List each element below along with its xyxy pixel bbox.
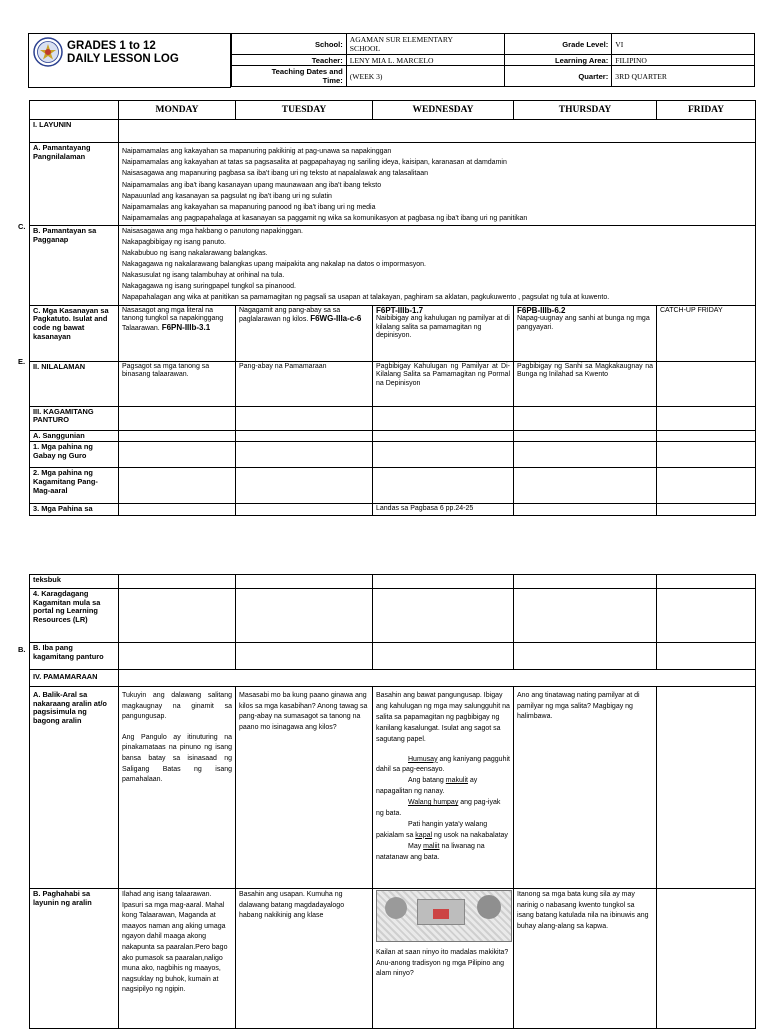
cell xyxy=(514,643,657,670)
deped-seal-icon xyxy=(33,37,63,67)
balik-aral-wednesday-intro: Basahin ang bawat pangungusap. Ibigay ang kahulugan ng mga may salungguhit na salita sa papamagitan ng pagbibigay ng kanilang kasalungat. Isulat ang sagot sa sagutang papel. xyxy=(376,692,510,743)
cell xyxy=(657,504,756,516)
area-value: FILIPINO xyxy=(612,55,755,66)
cell xyxy=(119,504,236,516)
content-line: Napauunlad ang kasanayan sa pagsulat ng iba't ibang uri ng sulatin xyxy=(122,192,332,200)
cell xyxy=(373,430,514,442)
section-layunin: I. LAYUNIN xyxy=(30,120,119,143)
tradition-illustration xyxy=(376,890,512,942)
pamantayang-pangnilalaman-content xyxy=(119,143,756,226)
kasanayan-tuesday xyxy=(236,305,373,361)
content-line: Napapahalagan ang wika at panitikan sa pamamagitan ng pagsali sa usapan at talakayan, paghiram sa aklatan, pagkukuwento , pagsulat ng tula at kuwento. xyxy=(122,293,610,301)
cell xyxy=(514,589,657,643)
paghahabi-friday xyxy=(657,889,756,1029)
kasanayan-monday-code: F6PN-IIIb-3.1 xyxy=(161,322,211,332)
content-line: Nakagagawa ng nakalarawang balangkas upang maipakita ang nakalap na datos o impormasyon. xyxy=(122,261,426,269)
kasanayan-wednesday-code: F6PT-IIIb-1.7 xyxy=(376,305,424,315)
cell xyxy=(373,442,514,468)
header-info-table xyxy=(231,33,755,87)
cell xyxy=(236,430,373,442)
balik-aral-monday-text-1: Tukuyin ang dalawang salitang magkaugnay na ginamit sa pangungusap. xyxy=(122,692,232,721)
grade-value: VI xyxy=(612,34,755,55)
cell xyxy=(373,643,514,670)
dates-label xyxy=(232,66,347,87)
dates-label-line-2: Time: xyxy=(322,76,343,85)
cell xyxy=(373,406,514,430)
teksbuk-wednesday: Landas sa Pagbasa 6 pp.24-25 xyxy=(373,504,514,516)
label-kagamitang-pang-mag-aaral: 2. Mga pahina ng Kagamitang Pang-Mag-aaral xyxy=(30,468,119,504)
quarter-label: Quarter: xyxy=(505,66,612,87)
title-line-2: DAILY LESSON LOG xyxy=(67,53,179,65)
cell xyxy=(514,504,657,516)
day-header-monday: MONDAY xyxy=(119,101,236,120)
label-mga-pahina-sa: 3. Mga Pahina sa xyxy=(30,504,119,516)
pamamaraan-blank xyxy=(119,670,756,687)
cell xyxy=(236,406,373,430)
cell xyxy=(657,575,756,589)
content-line: Nakasusulat ng isang talambuhay at orihinal na tula. xyxy=(122,272,285,280)
paghahabi-wednesday xyxy=(373,889,514,1029)
school-value-line-2: SCHOOL xyxy=(349,44,381,53)
content-line: Naipamamalas ang kakayahan sa mapanuring panood ng iba't ibang uri ng media xyxy=(122,204,376,212)
sentence-text: na liwanag na natatanaw ang bata. xyxy=(376,842,485,861)
area-label: Learning Area: xyxy=(505,55,612,66)
kasanayan-tuesday-text: Nagagamit ang pang-abay sa sa paglalarawan ng kilos. xyxy=(239,306,341,324)
underlined-word: Humusay xyxy=(408,755,438,763)
label-iba-pang-kagamitan: B. Iba pang kagamitang panturo xyxy=(30,643,119,670)
content-line: Naisasagawa ang mapanuring pagbasa sa iba't ibang uri ng teksto at napalalawak ang talasalitaan xyxy=(122,170,429,178)
underlined-word: maliit xyxy=(423,842,440,850)
label-teksbuk: teksbuk xyxy=(30,575,119,589)
cell xyxy=(657,643,756,670)
paghahabi-wednesday-question: Kailan at saan ninyo ito madalas makikita? Anu-anong tradisyon ng mga Pilipino ang alam ninyo? xyxy=(376,949,509,978)
cell xyxy=(657,442,756,468)
cell xyxy=(657,430,756,442)
label-sanggunian: A. Sanggunian xyxy=(30,430,119,442)
title-line-1: GRADES 1 to 12 xyxy=(67,40,156,52)
day-header-friday: FRIDAY xyxy=(657,101,756,120)
label-balik-aral: A. Balik-Aral sa nakaraang aralin at/o pagsisimula ng bagong aralin xyxy=(30,687,119,889)
cell xyxy=(373,589,514,643)
cell xyxy=(236,643,373,670)
day-header-wednesday: WEDNESDAY xyxy=(373,101,514,120)
cell xyxy=(657,468,756,504)
balik-aral-tuesday: Masasabi mo ba kung paano ginawa ang kilos sa mga kasabihan? Anong tawag sa pang-abay na sumasagot sa tanong na paano mo isinagawa ang kilos? xyxy=(236,687,373,889)
cell xyxy=(236,442,373,468)
nilalaman-thursday: Pagbibigay ng Sanhi sa Magkakaugnay na Bunga ng Inilahad sa Kwento xyxy=(514,361,657,406)
label-gabay-ng-guro: 1. Mga pahina ng Gabay ng Guro xyxy=(30,442,119,468)
label-pamantayang-pangnilalaman: A. Pamantayang Pangnilalaman xyxy=(30,143,119,226)
sentence-3 xyxy=(376,798,510,820)
banner-shape xyxy=(433,909,449,919)
cell xyxy=(236,575,373,589)
cell xyxy=(119,430,236,442)
section-pamamaraan: IV. PAMAMARAAN xyxy=(30,670,119,687)
kasanayan-thursday xyxy=(514,305,657,361)
teacher-value: LENY MIA L. MARCELO xyxy=(346,55,505,66)
content-line: Nakapagbibigay ng isang panuto. xyxy=(122,239,226,247)
balik-aral-monday-text-2: Ang Pangulo ay itinuturing na pinakamataas na pinuno ng isang bansa batay sa isinasaad ng Saligang Batas ng isang pamahalaan. xyxy=(122,733,232,784)
paghahabi-monday: Ilahad ang isang talaarawan. Ipasuri sa mga mag-aaral. Mahal kong Talaarawan, Maganda at maayos naman ang aking umaga ngayon dahil maaga akong nakapunta sa paaralan.Pero bago ako pumasok sa paaralan,naligo muna ako, nagbihis ng maayos, nagsuklay ng buhok, kumain at nagsipilyo ng ngipin. xyxy=(119,889,236,1029)
kasanayan-thursday-text: Napag-uugnay ang sanhi at bunga ng mga pangyayari. xyxy=(517,315,650,331)
kasanayan-tuesday-code: F6WG-IIIa-c-6 xyxy=(310,314,362,324)
label-karagdagang-kagamitan: 4. Karagdagang Kagamitan mula sa portal ng Learning Resources (LR) xyxy=(30,589,119,643)
balik-aral-wednesday xyxy=(373,687,514,889)
cell xyxy=(657,406,756,430)
layunin-blank xyxy=(119,120,756,143)
nilalaman-friday xyxy=(657,361,756,406)
cell xyxy=(119,643,236,670)
kasanayan-wednesday xyxy=(373,305,514,361)
section-kagamitang-panturo: III. KAGAMITANG PANTURO xyxy=(30,406,119,430)
sentence-text: Pati hangin yata'y walang pakialam sa xyxy=(376,820,488,839)
pamantayan-sa-pagganap-content xyxy=(119,226,756,305)
cell xyxy=(119,589,236,643)
nilalaman-tuesday: Pang-abay na Pamamaraan xyxy=(236,361,373,406)
tree-shape xyxy=(477,895,501,919)
sentence-1 xyxy=(376,755,510,777)
balik-aral-thursday: Ano ang tinatawag nating pamilyar at di pamilyar ng mga salita? Magbigay ng halimbawa. xyxy=(514,687,657,889)
tree-shape xyxy=(385,897,407,919)
cell xyxy=(236,504,373,516)
underlined-word: makulit xyxy=(445,777,468,785)
quarter-value: 3RD QUARTER xyxy=(612,66,755,87)
kasanayan-friday: CATCH-UP FRIDAY xyxy=(657,305,756,361)
cell xyxy=(236,589,373,643)
sentence-text: ay napagalitan ng nanay. xyxy=(376,777,478,796)
label-paghahabi: B. Paghahabi sa layunin ng aralin xyxy=(30,889,119,1029)
sentence-text: Ang batang xyxy=(408,777,446,785)
content-line: Nakagagawa ng isang suringpapel tungkol sa pinanood. xyxy=(122,282,296,290)
balik-aral-monday xyxy=(119,687,236,889)
nilalaman-wednesday: Pagbibigay Kahulugan ng Pamilyar at Di-Kilalang Salita sa Pamamagitan ng Pormal na Depinisyon xyxy=(373,361,514,406)
label-mga-kasanayan: C. Mga Kasanayan sa Pagkatuto. Isulat and code ng bawat kasanayan xyxy=(30,305,119,361)
paghahabi-thursday: Itanong sa mga bata kung sila ay may narinig o nabasang kwento tungkol sa isang batang katulada nila na ibinuwis ang buhay alang-alang sa kapwa. xyxy=(514,889,657,1029)
content-line: Naipamamalas ang kakayahan at tatas sa pagsasalita at pagpapahayag ng sariling ideya, kaisipan, karanasan at damdamin xyxy=(122,159,507,167)
cell xyxy=(514,575,657,589)
sentence-text: May xyxy=(408,842,424,850)
cell xyxy=(514,442,657,468)
margin-letter-b: B. xyxy=(18,645,26,654)
teacher-label: Teacher: xyxy=(232,55,347,66)
day-header-thursday: THURSDAY xyxy=(514,101,657,120)
kasanayan-monday xyxy=(119,305,236,361)
kasanayan-monday-text: Nasasagot ang mga literal na tanong tungkol sa napakinggang Talaarawan. xyxy=(122,306,224,332)
cell xyxy=(236,468,373,504)
day-header-tuesday: TUESDAY xyxy=(236,101,373,120)
label-pamantayan-sa-pagganap: B. Pamantayan sa Pagganap xyxy=(30,226,119,305)
sentence-5 xyxy=(376,842,510,864)
content-line: Nakabubuo ng isang nakalarawang balangkas. xyxy=(122,250,268,258)
document-title xyxy=(67,40,179,66)
margin-letter-e: E. xyxy=(18,357,26,366)
kasanayan-wednesday-text: Naibibigay ang kahulugan ng pamilyar at di kilalang salita sa pamamagitan ng depinisyon. xyxy=(376,315,510,339)
cell xyxy=(119,442,236,468)
content-line: Naipamamalas ang iba't ibang kasanayan upang maunawaan ang iba't ibang teksto xyxy=(122,181,382,189)
paghahabi-tuesday: Basahin ang usapan. Kumuha ng dalawang batang magdadayalogo habang nakikinig ang klase xyxy=(236,889,373,1029)
content-line: Naipamamalas ang pagpapahalaga at kasanayan sa paggamit ng wika sa komunikasyon at pagbasa ng iba't ibang uri ng panitikan xyxy=(122,215,528,223)
grade-label: Grade Level: xyxy=(505,34,612,55)
underlined-word: Walang humpay xyxy=(408,799,459,807)
content-line: Naisasagawa ang mga hakbang o panutong napakinggan. xyxy=(122,228,303,236)
lesson-log-table-continued xyxy=(29,574,756,1029)
corner-cell xyxy=(30,101,119,120)
school-value-line-1: AGAMAN SUR ELEMENTARY xyxy=(349,35,453,44)
sentence-text: ng usok na nakabalatay xyxy=(432,831,508,839)
header-logo-box xyxy=(28,33,231,88)
lesson-log-table xyxy=(29,100,756,516)
cell xyxy=(657,589,756,643)
sentence-4 xyxy=(376,820,510,842)
cell xyxy=(119,406,236,430)
balik-aral-friday xyxy=(657,687,756,889)
school-label: School: xyxy=(232,34,347,55)
margin-letter-c: C. xyxy=(18,222,26,231)
underlined-word: kapal xyxy=(415,831,433,839)
dates-value: (WEEK 3) xyxy=(346,66,505,87)
cell xyxy=(514,406,657,430)
cell xyxy=(373,468,514,504)
cell xyxy=(514,430,657,442)
content-line: Naipamamalas ang kakayahan sa mapanuring pakikinig at pag-unawa sa napakinggan xyxy=(122,148,392,155)
cell xyxy=(119,468,236,504)
nilalaman-monday: Pagsagot sa mga tanong sa binasang talaarawan. xyxy=(119,361,236,406)
sentence-2 xyxy=(376,776,510,798)
sentence-text: ang kaniyang pagguhit dahil sa pag-eensayo. xyxy=(376,755,510,774)
dates-label-line-1: Teaching Dates and xyxy=(271,67,343,76)
section-nilalaman: II. NILALAMAN xyxy=(30,361,119,406)
sentence-text: ang pag-iyak ng bata. xyxy=(376,799,501,818)
kasanayan-thursday-code: F6PB-IIIb-6.2 xyxy=(517,305,566,315)
cell xyxy=(119,575,236,589)
school-value xyxy=(346,34,505,55)
cell xyxy=(373,575,514,589)
cell xyxy=(514,468,657,504)
